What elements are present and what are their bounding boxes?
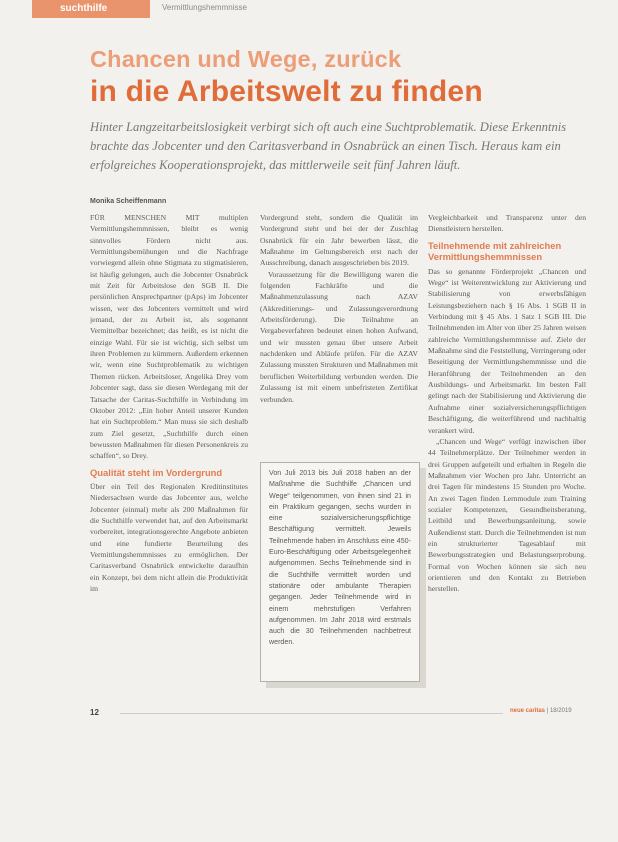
body-paragraph: Das so genannte Förderprojekt „Chancen und Wege“ ist Weiterentwicklung zur Aktivierung und Stabilisierung von erwerbsfähigen Leistungsbeziehern nach § 16 Abs. 1 SGB II in Verbindung mit § 45 Abs. 1 Satz 1 SGB III. Die Teilnehmenden im Alter von über 25 Jahren weisen zahlreiche Vermittlungshemmnisse auf. Ziele der Maßnahme sind die Feststellung, Verringerung oder Beseitigung der Vermittlungshemmnisse und die Heranführung der Teilnehmenden an den Ausbildungs- und Arbeitsmarkt. Im besten Fall gelingt nach der Stabilisierung und Aktivierung die Aufnahme einer sozialversicherungspflichtigen Beschäftigung, die weiterführend und nachhaltig verankert wird. xyxy=(428,266,586,435)
subheading-participants: Teilnehmende mit zahlreichen Vermittlungshemmnissen xyxy=(428,239,562,263)
title-line-1: Chancen und Wege, zurück xyxy=(90,46,402,72)
page-number: 12 xyxy=(90,708,99,717)
body-paragraph: FÜR MENSCHEN MIT multiplen Vermittlungshemmnissen, bleibt es wenig sinnvolles Fördern nicht aus. Vermittlungsbemühungen und die Nachfrage vorwiegend allein ohne Stigmata zu stigmatisieren, ist häufig gelungen, auch die Jobcenter Osnabrück mit Zeit für Arbeitslose den SGB II. Die persönlichen Ansprechpartner (pAps) im Jobcenter wissen, wer des Jobcenters vermittelt und wird jemand, der zu Arbeit ist, als sogenannt Vermittelbar bezeichnet; das heißt, es ist nicht die einzige Wahl. Für sie ist wichtig, sich selbst um ihren Problemen zu kümmern. Außerdem erkennen wir, wenn eine Suchtproblematik zu wichtigen Themen rücken. Arbeitsloser, Angelika Drey vom Jobcenter sagt, dass sie diesen Werdegang mit der Tatsache der Caritas-Suchthilfe in Verbindung im Oktober 2012: „Ein hoher Anteil unserer Kunden hat ein Suchtproblem.“ Man muss sie sich deshalb zum Ziel gesetzt, „Suchthilfe durch einen bewussten Maßnahmen für diesen Personenkreis zu schaffen“, so Drey. xyxy=(90,213,248,461)
section-tab: suchthilfe xyxy=(32,0,150,18)
column-2 xyxy=(260,212,418,457)
subheading-quality: Qualität steht im Vordergrund xyxy=(90,466,223,478)
body-paragraph: Vordergrund steht, sondern die Qualität im Vordergrund steht und bei der der Zuschlag Osnabrück für ein Jahr bewerben lässt, die Maßnahme im Geltungsbereich erst nach der Ausschreibung, danach ausgeschrieben bis 2019. xyxy=(260,213,418,268)
section-subtitle: Vermittlungshemmnisse xyxy=(162,3,247,12)
magazine-name: neue caritas xyxy=(510,708,546,714)
infobox-text: Von Juli 2013 bis Juli 2018 haben an der Maßnahme die Suchthilfe „Chancen und Wege“ teilgenommen, von ihnen sind 21 in ein Praktikum gegangen, sechs wurden in eine sozialversicherungspflichtige Beschäftigung vermittelt. Jeweils Teilnehmende haben im Anschluss eine 450-Euro-Beschäftigung oder Arbeitsgelegenheit aufgenommen. Sechs Teilnehmende sind in die Suchthilfe vermittelt worden und stationäre oder ambulante Therapien gegangen. Jeder Teilnehmende wird in einem mehrstufigen Verfahren aufgenommen. Im Jahr 2018 wird erstmals auch die 30 Teilnehmenden nachbetreut werden. xyxy=(269,469,411,647)
title-line-2: in die Arbeitswelt zu finden xyxy=(90,75,483,108)
column-1 xyxy=(90,212,248,692)
body-paragraph: Über ein Teil des Regionalen Kreditinstitutes Niedersachsen wurde das Jobcenter aus, welche Jobcenter (einmal) mehr als 200 Maßnahmen für die Suchthilfe verwendet hat, auf den Arbeitsmarkt vorbereitet, integrationsgerechte Angebote anbieten und eine fundierte Beurteilung des Vermittlungshemmnisses zu ermöglichen. Der Caritasverband Osnabrück entwickelte daraufhin ein Konzept, bei dem nicht allein die Produktivität im xyxy=(90,482,248,594)
issue-number: 18/2019 xyxy=(549,708,572,714)
body-paragraph: Voraussetzung für die Bewilligung waren die folgenden Fachkräfte und die Maßnahmenzulassung nach AZAV (Akkreditierungs- und Zulassungsverordnung Arbeitsförderung). Die Teilnahme an Vergabeverfahren bedeutet einen hohen Aufwand, und wir mussten genau über unsere Arbeit nachdenken und Abläufe prüfen. Für die AZAV Zulassung mussten Strukturen und Maßnahmen mit beruflichen Weiterbildung verbunden werden. Die Zulassung ist mit einem unbefristeten Zertifikat verbunden. xyxy=(260,269,418,404)
lead-paragraph: Hinter Langzeitarbeitslosigkeit verbirgt sich oft auch eine Suchtproblematik. Diese Erkenntnis brachte das Jobcenter und den Caritasverband in Osnabrück an einen Tisch. Heraus kam ein erfolgreiches Kooperationsprojekt, das mittlerweile seit fünf Jahren läuft. xyxy=(90,120,567,172)
body-paragraph: „Chancen und Wege“ verfügt inzwischen über 44 Teilnehmerplätze. Der Teilnehmer werden in drei Gruppen aufgeteilt und erhalten in Regeln die Maßnahmen vier Wochen pro Jahr. Unterricht an drei Tagen für mindestens 15 Stunden pro Woche. An zwei Tagen finden Lernmodule zum Training sozialer Kompetenzen, Gesundheitsberatung, Leitbild und Bewerbungsanleitung, sowie Außendienst statt. Durch die Teilnehmenden ist nun ein strukturierter Tagesablauf mit Bewerbungsstrategien und Belastungserprobung. Formal von Wochen können sie sich neu orientieren und den Kontakt zu Betrieben herstellen. xyxy=(428,436,586,594)
magazine-footer: neue caritas | 18/2019 xyxy=(510,708,572,714)
info-box xyxy=(260,462,420,682)
column-3 xyxy=(428,212,586,692)
author-name: Monika Scheiffenmann xyxy=(90,198,167,205)
body-paragraph: Vergleichbarkeit und Transparenz unter den Dienstleistern herstellen. xyxy=(428,213,586,234)
footer-divider xyxy=(120,713,503,714)
